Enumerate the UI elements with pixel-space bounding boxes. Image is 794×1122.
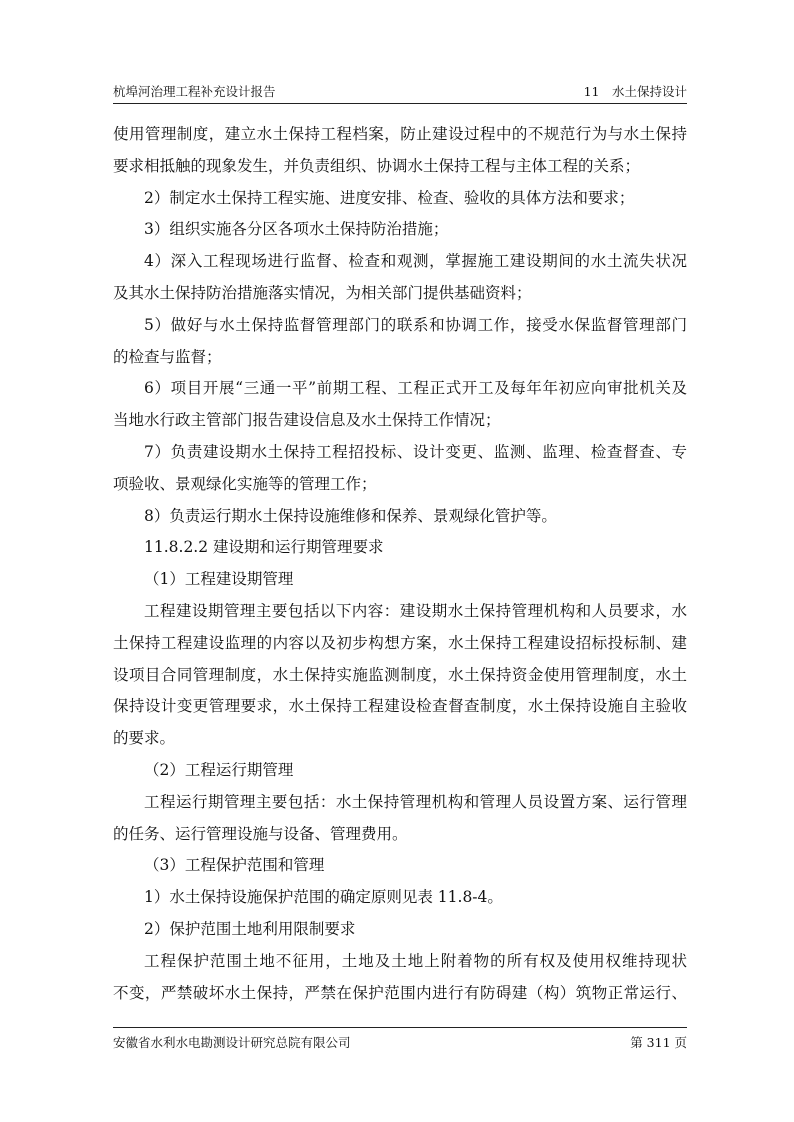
subsection-heading: （2）工程运行期管理 [144, 760, 294, 779]
text-line: 项验收、景观绿化实施等的管理工作； [113, 474, 377, 493]
list-item: 2）保护范围土地利用限制要求 [144, 919, 356, 938]
text-line: 当地水行政主管部门报告建设信息及水土保持工作情况； [113, 411, 501, 430]
text-line: 要求相抵触的现象发生，并负责组织、协调水土保持工程与主体工程的关系； [113, 156, 641, 175]
list-item: 7）负责建设期水土保持工程招投标、设计变更、监测、监理、检查督查、专 [144, 442, 687, 461]
header-chapter-title: 11 水土保持设计 [583, 84, 687, 99]
footer-divider [113, 1027, 687, 1028]
text-line: 的检查与监督； [113, 347, 222, 366]
text-line: 及其水土保持防治措施落实情况，为相关部门提供基础资料； [113, 283, 532, 302]
text-line: 设项目合同管理制度，水土保持实施监测制度，水土保持资金使用管理制度，水土 [113, 665, 687, 684]
list-item: 6）项目开展“三通一平”前期工程、工程正式开工及每年年初应向审批机关及 [144, 379, 687, 398]
list-item: 2）制定水土保持工程实施、进度安排、检查、验收的具体方法和要求； [144, 188, 635, 207]
text-line: 工程保护范围土地不征用，土地及土地上附着物的所有权及使用权维持现状 [144, 951, 687, 970]
list-item: 1）水土保持设施保护范围的确定原则见表 11.8-4。 [144, 888, 503, 907]
text-line: 的要求。 [113, 729, 176, 748]
text-line: 工程建设期管理主要包括以下内容：建设期水土保持管理机构和人员要求，水 [144, 601, 687, 620]
list-item: 3）组织实施各分区各项水土保持防治措施； [144, 220, 449, 239]
text-line: 工程运行期管理主要包括：水土保持管理机构和管理人员设置方案、运行管理 [144, 792, 687, 811]
header-divider [113, 103, 687, 104]
page-footer [113, 1031, 687, 1053]
text-line: 保持设计变更管理要求，水土保持工程建设检查督查制度，水土保持设施自主验收 [113, 697, 687, 716]
subsection-heading: （1）工程建设期管理 [144, 570, 294, 589]
page-header [113, 80, 687, 102]
page-number: 第 311 页 [630, 1035, 687, 1050]
text-line: 不变，严禁破坏水土保持，严禁在保护范围内进行有防碍建（构）筑物正常运行、 [113, 983, 687, 1002]
body-text [113, 119, 687, 1009]
list-item: 8）负责运行期水土保持设施维修和保养、景观绿化管护等。 [144, 506, 557, 525]
list-item: 4）深入工程现场进行监督、检查和观测，掌握施工建设期间的水土流失状况 [144, 252, 687, 271]
subsection-heading: （3）工程保护范围和管理 [144, 856, 325, 875]
header-report-title: 杭埠河治理工程补充设计报告 [113, 84, 276, 99]
text-line: 使用管理制度，建立水土保持工程档案，防止建设过程中的不规范行为与水土保持 [113, 125, 687, 143]
list-item: 5）做好与水土保持监督管理部门的联系和协调工作，接受水保监督管理部门 [144, 315, 687, 334]
footer-organization: 安徽省水利水电勘测设计研究总院有限公司 [113, 1035, 351, 1050]
text-line: 土保持工程建设监理的内容以及初步构想方案，水土保持工程建设招标投标制、建 [113, 633, 687, 652]
text-line: 的任务、运行管理设施与设备、管理费用。 [113, 824, 408, 843]
section-heading: 11.8.2.2 建设期和运行期管理要求 [144, 538, 384, 557]
